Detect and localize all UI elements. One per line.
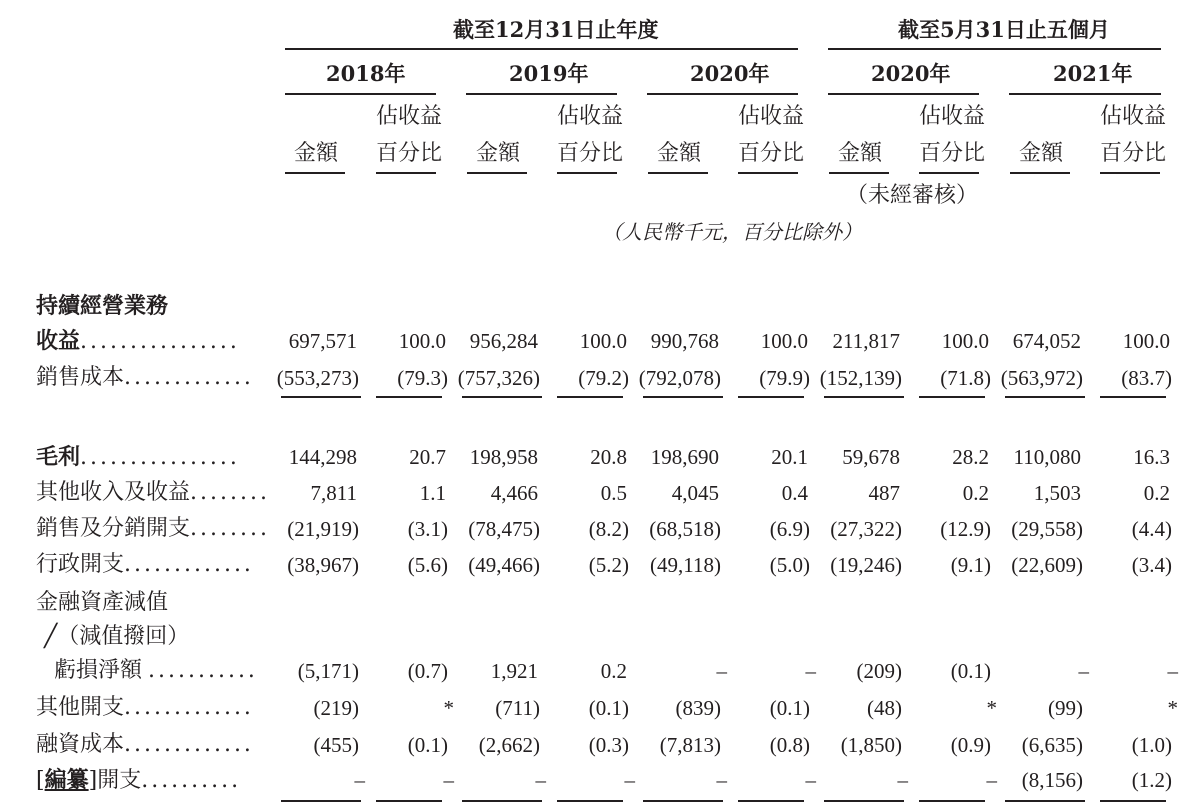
row-leader-dots: ........... [148,658,258,683]
cell-amount: – [354,768,365,792]
cell-percentage: (0.7) [407,659,448,683]
row-label [36,734,254,756]
cell-percentage: (83.7) [1121,366,1172,390]
col-head-pct-line1: 佔收益 [919,104,986,129]
cell-percentage: (6.9) [769,517,810,541]
subtotal-rule-pct [738,396,804,398]
subtotal-rule-amount [281,396,361,398]
year-2018: 2018年 [326,61,406,86]
header-group-year-ended: 截至12月31日止年度 [453,17,659,42]
row-label-text: 其他收入及收益 [36,480,191,505]
subtotal-rule-pct [919,800,985,802]
col-head-pct-line1: 佔收益 [1100,104,1167,129]
row-label-text: 行政開支 [36,552,125,577]
cell-amount: – [535,768,546,792]
col-head-rule-pct [376,172,436,174]
cell-percentage: (71.8) [940,366,991,390]
col-head-pct-line2: 百分比 [738,141,805,166]
cell-amount: – [1078,659,1089,683]
row-label-text: 銷售成本 [36,365,125,390]
row-leader-dots: ............. [124,365,254,390]
row-label-text: 融資成本 [36,732,125,757]
row-label-line: 金融資產減值 [36,590,169,615]
row-leader-dots: ............. [124,695,254,720]
rule-2019 [466,93,617,95]
subtotal-rule-pct [376,396,442,398]
cell-amount: 697,571 [288,329,357,353]
subtotal-rule-pct [919,396,985,398]
row-label [36,769,241,792]
cell-amount: (19,246) [830,553,902,577]
rule-2020 [647,93,798,95]
cell-amount: – [897,768,908,792]
subtotal-rule-pct [1100,800,1166,802]
cell-percentage: 1.1 [419,481,446,505]
col-head-rule-amount [829,172,889,174]
row-label-line: 虧損淨額 [54,658,143,683]
cell-amount: 7,811 [310,481,357,505]
cell-percentage: 100.0 [941,329,989,353]
cell-percentage: – [805,659,816,683]
rule-group1 [285,48,798,50]
cell-amount: 1,921 [490,659,538,683]
row-leader-dots: .......... [141,768,242,793]
rule-group2 [828,48,1161,50]
cell-percentage: (5.0) [769,553,810,577]
row-label-text: 收益 [36,328,81,354]
col-head-pct-line2: 百分比 [1100,141,1167,166]
cell-amount: (21,919) [287,517,359,541]
cell-amount: (27,322) [830,517,902,541]
cell-percentage: (3.1) [407,517,448,541]
cell-amount: (49,466) [468,553,540,577]
subtotal-rule-pct [738,800,804,802]
col-head-amount: 金額 [838,141,883,166]
cell-percentage: 0.2 [962,481,989,505]
row-label [36,330,240,353]
cell-amount: 198,958 [469,445,538,469]
subtotal-rule-amount [643,396,723,398]
cell-percentage: (0.1) [950,659,991,683]
cell-percentage: (5.2) [588,553,629,577]
cell-percentage: (0.1) [769,696,810,720]
cell-percentage: (5.6) [407,553,448,577]
col-head-pct-line1: 佔收益 [557,104,624,129]
row-leader-dots: ................ [80,329,240,354]
cell-amount: (2,662) [478,733,540,757]
col-head-pct-line2: 百分比 [557,141,624,166]
cell-percentage: (79.9) [759,366,810,390]
year-2021-5m: 2021年 [1053,61,1133,86]
cell-amount: (5,171) [297,659,359,683]
year-2020-5m: 2020年 [871,61,951,86]
cell-percentage: 100.0 [760,329,808,353]
rule-2018 [285,93,436,95]
row-label [36,446,240,469]
cell-percentage: 20.1 [771,445,808,469]
subtotal-rule-amount [1005,800,1085,802]
row-leader-dots: ............. [124,552,254,577]
cell-percentage: 20.8 [590,445,627,469]
rule-2020-5m [828,93,979,95]
cell-amount: 59,678 [842,445,900,469]
col-head-amount: 金額 [476,141,521,166]
col-head-amount: 金額 [1019,141,1064,166]
label-suffix: ]開支 [88,768,142,793]
cell-amount: (839) [675,696,721,720]
cell-amount: 198,690 [650,445,719,469]
row-leader-dots: ................ [80,445,240,470]
cell-percentage: (0.1) [407,733,448,757]
col-head-pct-line2: 百分比 [919,141,986,166]
cell-amount: (49,118) [650,553,721,577]
cell-amount: (152,139) [819,366,902,390]
cell-amount: (8,156) [1021,768,1083,792]
cell-percentage: (9.1) [950,553,991,577]
cell-percentage: (79.2) [578,366,629,390]
col-head-amount: 金額 [657,141,702,166]
cell-amount: 990,768 [650,329,719,353]
cell-amount: 4,466 [490,481,538,505]
cell-percentage: * [1167,696,1178,720]
cell-amount: 110,080 [1013,445,1081,469]
cell-amount: (6,635) [1021,733,1083,757]
cell-amount: – [716,659,727,683]
row-label-text: 毛利 [36,444,81,470]
row-leader-dots: ........ [190,516,270,541]
cell-percentage: * [443,696,454,720]
cell-percentage: (0.9) [950,733,991,757]
col-head-rule-pct [738,172,798,174]
cell-amount: 956,284 [469,329,538,353]
cell-percentage: 20.7 [409,445,446,469]
cell-amount: (78,475) [468,517,540,541]
cell-percentage: – [624,768,635,792]
col-head-rule-amount [648,172,708,174]
cell-percentage: 28.2 [952,445,989,469]
unaudited-note: （未經審核） [846,183,979,208]
col-head-rule-pct [1100,172,1160,174]
row-label-line: ╱（減值撥回） [44,624,190,649]
cell-amount: (455) [313,733,359,757]
subtotal-rule-amount [281,800,361,802]
col-head-amount: 金額 [294,141,339,166]
subtotal-rule-amount [824,396,904,398]
subtotal-rule-amount [824,800,904,802]
cell-amount: 144,298 [288,445,357,469]
cell-percentage: (79.3) [397,366,448,390]
cell-percentage: 100.0 [579,329,627,353]
cell-percentage: (8.2) [588,517,629,541]
cell-percentage: 0.5 [600,481,627,505]
cell-percentage: (1.2) [1131,768,1172,792]
cell-percentage: 0.2 [600,659,627,683]
cell-percentage: 16.3 [1133,445,1170,469]
subtotal-rule-amount [643,800,723,802]
cell-amount: 1,503 [1033,481,1081,505]
label-bracket-open: [ [36,768,45,793]
redacted-label: 編纂 [44,767,89,793]
cell-percentage: 100.0 [1122,329,1170,353]
col-head-pct-line1: 佔收益 [738,104,805,129]
subtotal-rule-pct [557,800,623,802]
section-title: 持續經營業務 [36,293,169,319]
col-head-pct-line1: 佔收益 [376,104,443,129]
year-2019: 2019年 [509,61,589,86]
cell-amount: (38,967) [287,553,359,577]
cell-amount: (99) [1048,696,1083,720]
cell-amount: (22,609) [1011,553,1083,577]
subtotal-rule-pct [1100,396,1166,398]
row-label-text: 其他開支 [36,695,125,720]
cell-percentage: – [805,768,816,792]
cell-amount: (219) [313,696,359,720]
cell-percentage: – [443,768,454,792]
row-label-text: 銷售及分銷開支 [36,516,191,541]
subtotal-rule-amount [462,396,542,398]
row-label [36,482,270,504]
cell-amount: 487 [868,481,900,505]
subtotal-rule-amount [462,800,542,802]
cell-amount: – [716,768,727,792]
subtotal-rule-pct [376,800,442,802]
cell-percentage: (0.1) [588,696,629,720]
col-head-rule-amount [467,172,527,174]
cell-percentage: (12.9) [940,517,991,541]
col-head-pct-line2: 百分比 [376,141,443,166]
year-2020: 2020年 [690,61,770,86]
cell-amount: (68,518) [649,517,721,541]
cell-amount: (29,558) [1011,517,1083,541]
cell-amount: (711) [495,696,540,720]
cell-percentage: (3.4) [1131,553,1172,577]
row-label [36,518,270,540]
cell-amount: (1,850) [840,733,902,757]
cell-amount: (553,273) [276,366,359,390]
row-leader-dots: ............. [124,732,254,757]
cell-amount: (209) [856,659,902,683]
cell-percentage: – [1167,659,1178,683]
row-label [36,367,254,389]
cell-percentage: 0.2 [1143,481,1170,505]
cell-percentage: (0.3) [588,733,629,757]
cell-percentage: – [986,768,997,792]
cell-amount: (757,326) [457,366,540,390]
cell-amount: (792,078) [638,366,721,390]
cell-percentage: (0.8) [769,733,810,757]
col-head-rule-pct [557,172,617,174]
cell-amount: (48) [867,696,902,720]
cell-amount: (563,972) [1000,366,1083,390]
cell-percentage: 100.0 [398,329,446,353]
cell-percentage: (4.4) [1131,517,1172,541]
cell-percentage: * [986,696,997,720]
cell-amount: (7,813) [659,733,721,757]
cell-percentage: 0.4 [781,481,808,505]
rule-2021-5m [1009,93,1161,95]
row-label [36,697,254,719]
cell-amount: 674,052 [1012,329,1081,353]
header-group-five-months: 截至5月31日止五個月 [898,17,1110,42]
cell-amount: 211,817 [832,329,900,353]
row-label [36,554,254,576]
subtotal-rule-pct [557,396,623,398]
col-head-rule-amount [285,172,345,174]
row-leader-dots: ........ [190,480,270,505]
cell-percentage: (1.0) [1131,733,1172,757]
unit-note: （人民幣千元，百分比除外） [602,220,862,244]
subtotal-rule-amount [1005,396,1085,398]
col-head-rule-pct [919,172,979,174]
col-head-rule-amount [1010,172,1070,174]
cell-amount: 4,045 [671,481,719,505]
